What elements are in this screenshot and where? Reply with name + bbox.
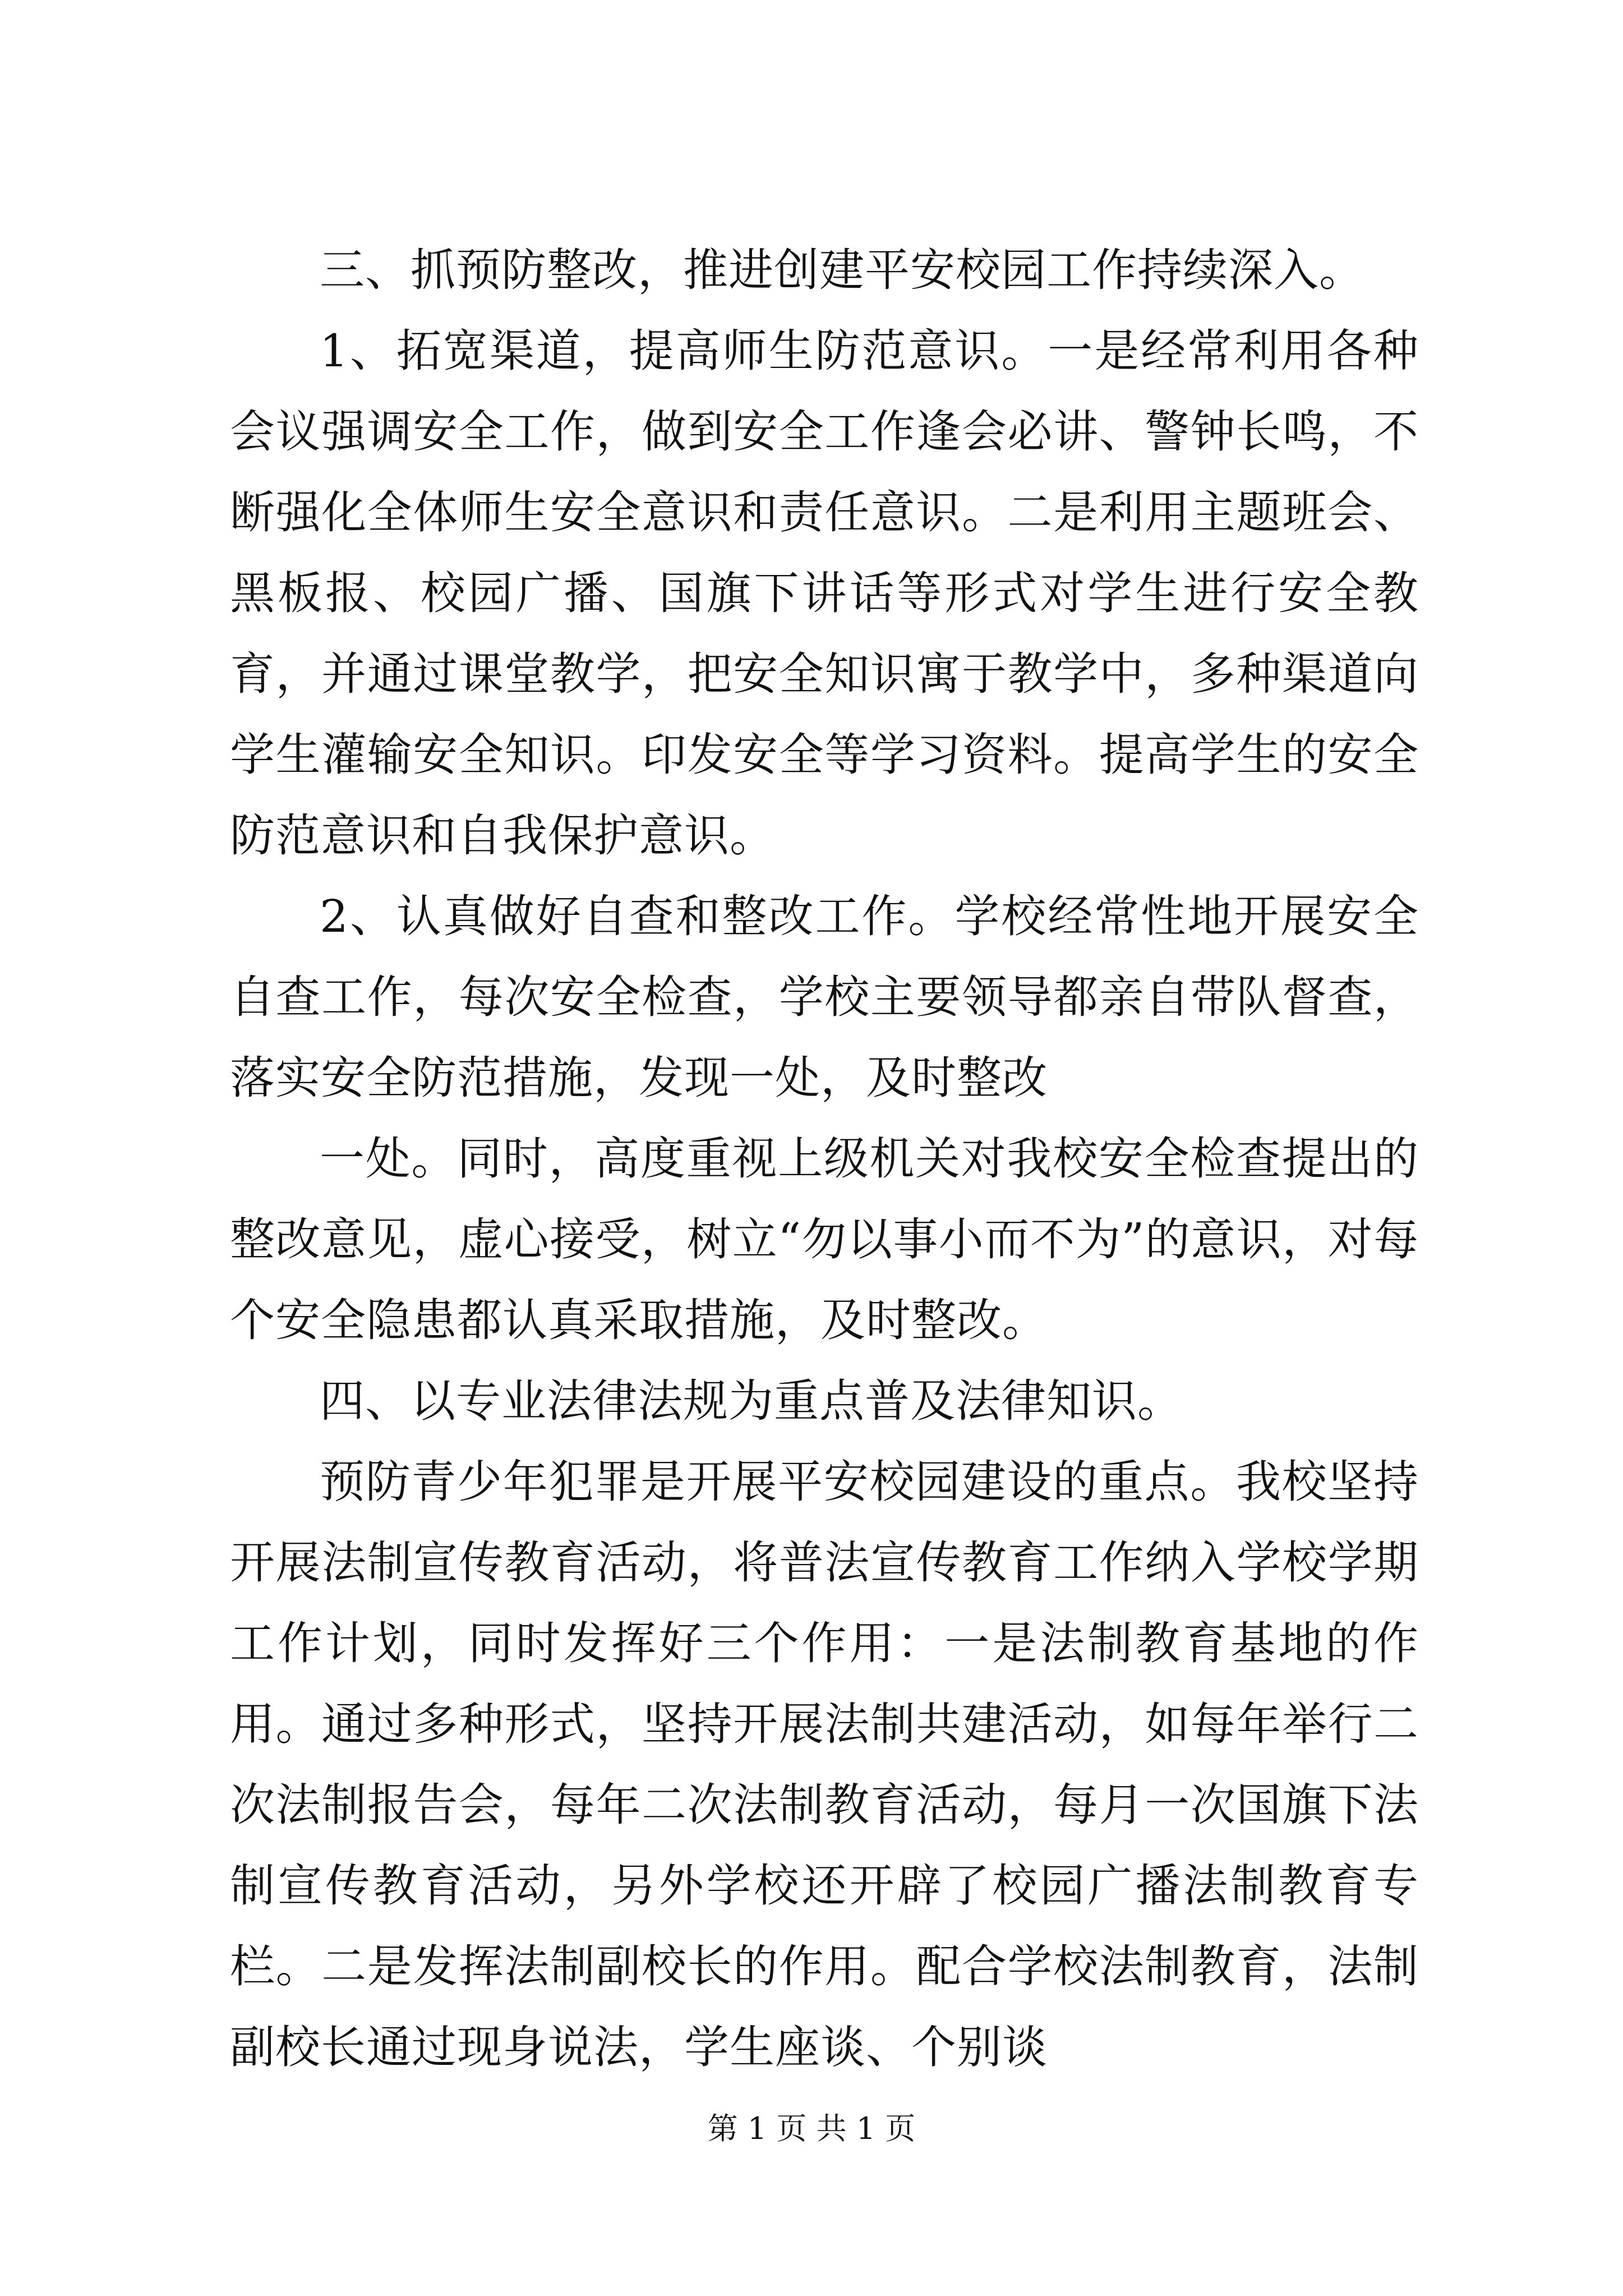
document-body [230, 230, 1419, 2088]
paragraph-self-inspection: 2、认真做好自查和整改工作。学校经常性地开展安全自查工作，每次安全检查，学校主要领导都亲自带队督查，落实安全防范措施，发现一处，及时整改 [230, 890, 1419, 1104]
paragraph-section-three-heading: 三、抓预防整改，推进创建平安校园工作持续深入。 [320, 244, 1364, 296]
paragraph-legal-education: 预防青少年犯罪是开展平安校园建设的重点。我校坚持开展法制宣传教育活动，将普法宣传教育工作纳入学校学期工作计划，同时发挥好三个作用：一是法制教育基地的作用。通过多种形式，坚持开展法制共建活动，如每年举行二次法制报告会，每年二次法制教育活动，每月一次国旗下法制宣传教育活动，另外学校还开辟了校园广播法制教育专栏。二是发挥法制副校长的作用。配合学校法制教育，法制副校长通过现身说法，学生座谈、个别谈 [230, 1456, 1419, 2073]
page-footer: 第 1 页 共 1 页 [707, 2111, 916, 2146]
paragraph-section-four-heading: 四、以专业法律法规为重点普及法律知识。 [320, 1375, 1183, 1427]
paragraph-rectification: 一处。同时，高度重视上级机关对我校安全检查提出的整改意见，虚心接受，树立“勿以事小而不为”的意识，对每个安全隐患都认真采取措施，及时整改。 [230, 1133, 1419, 1346]
paragraph-awareness: 1、拓宽渠道，提高师生防范意识。一是经常利用各种会议强调安全工作，做到安全工作逢会必讲、警钟长鸣，不断强化全体师生安全意识和责任意识。二是利用主题班会、黑板报、校园广播、国旗下讲话等形式对学生进行安全教育，并通过课堂教学，把安全知识寓于教学中，多种渠道向学生灌输安全知识。印发安全等学习资料。提高学生的安全防范意识和自我保护意识。 [230, 325, 1419, 862]
